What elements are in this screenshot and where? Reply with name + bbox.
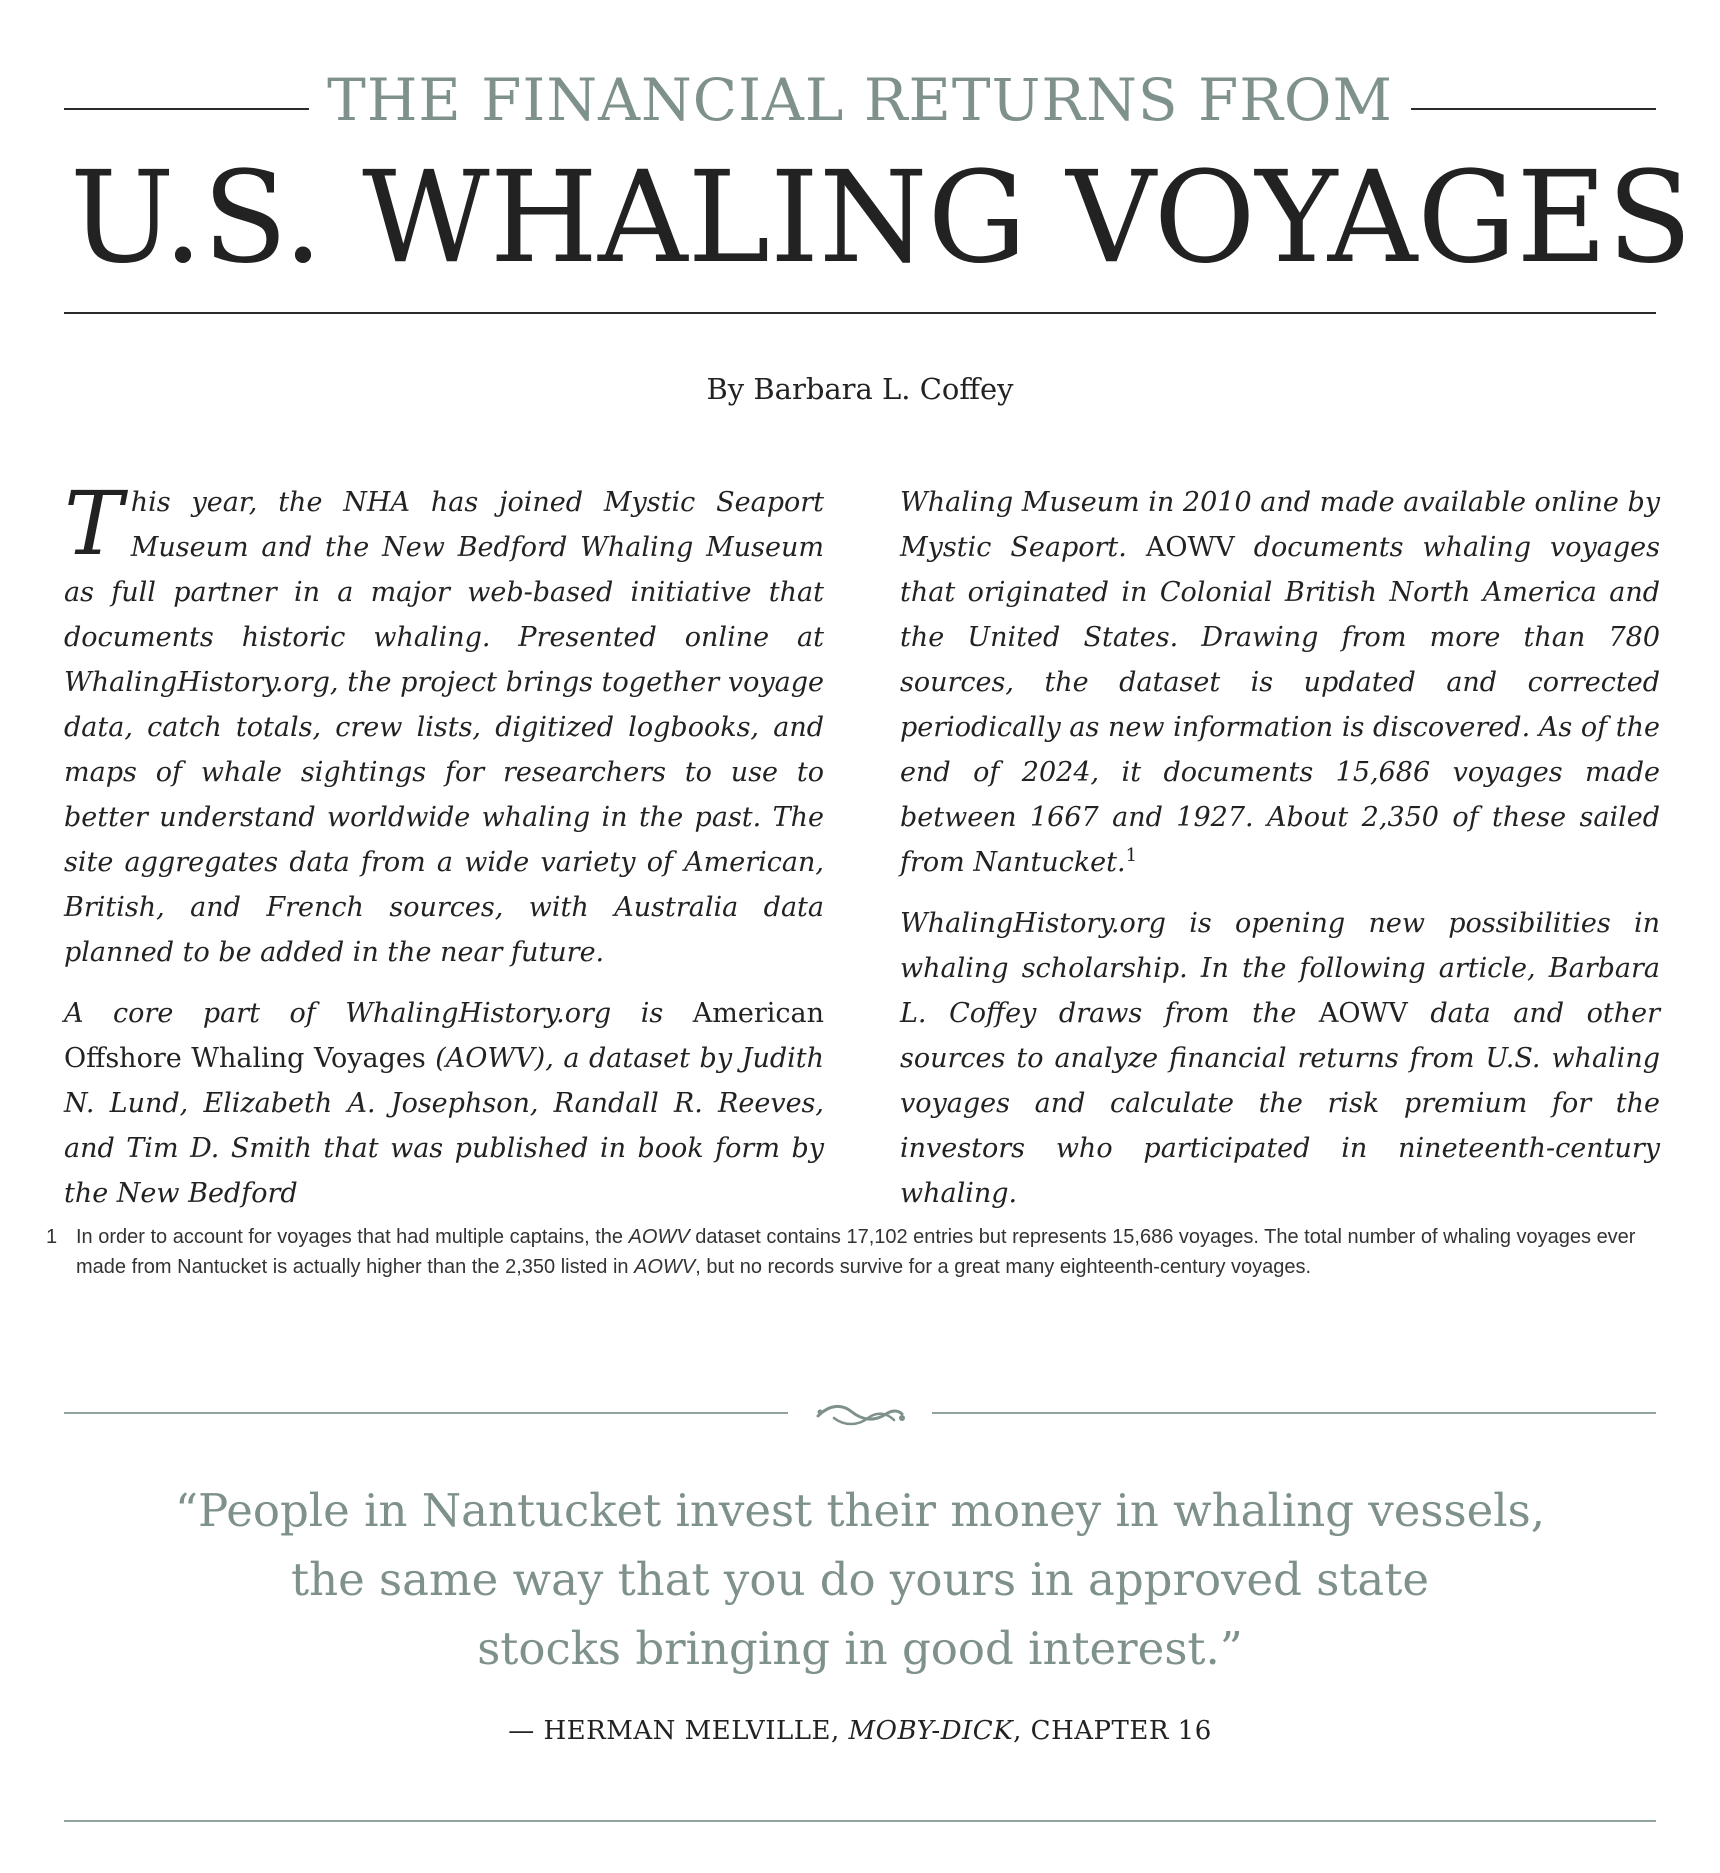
body-paragraph: [900, 480, 1660, 885]
paragraph-text: his year, the NHA has joined Mystic Seaport Museum and the New Bedford Whaling Museum as full partner in a major web-based initiative that documents historic whaling. Presented online at WhalingHistory.org, the project brings together voyage data, catch totals, crew lists, digitized logbooks, and maps of whale sightings for researchers to use to better understand worldwide whaling in the past. The site aggregates data from a wide variety of American, British, and French sources, with Australia data planned to be added in the near future.: [64, 487, 824, 968]
footnote-dataset-name: AOWV: [634, 1256, 696, 1278]
dataset-abbrev: AOWV: [1145, 532, 1235, 563]
attribution-author: — HERMAN MELVILLE,: [508, 1716, 849, 1746]
footnote-reference[interactable]: 1: [1125, 845, 1138, 866]
paragraph-text: A core part of WhalingHistory.org is: [64, 998, 693, 1029]
paragraph-text: documents whaling voyages that originated in Colonial British North America and the United States. Drawing from more than 780 sources, the dataset is updated and corrected periodically as new information is discovered. As of the end of 2024, it documents 15,686 voyages made between 1667 and 1927. About 2,350 of these sailed from Nantucket.: [900, 532, 1660, 878]
body-paragraph: [64, 991, 824, 1216]
attribution-chapter: , CHAPTER 16: [1013, 1716, 1212, 1746]
kicker-rule-left: [64, 108, 309, 110]
paragraph-text: WhalingHistory.org is opening new possibilities in whaling scholarship. In the following article, Barbara L. Coffey draws from the: [900, 908, 1660, 1029]
dataset-abbrev: AOWV: [1318, 998, 1408, 1029]
pull-quote-line: “People in Nantucket invest their money in whaling vessels,: [175, 1484, 1545, 1537]
quote-attribution: [0, 1716, 1720, 1746]
paragraph-text: data and other sources to analyze financial returns from U.S. whaling voyages and calculate the risk premium for the investors who participated in nineteenth-century whaling.: [900, 998, 1660, 1209]
kicker-row: [64, 58, 1656, 142]
drop-cap: T: [64, 472, 123, 575]
body-column-left: [64, 472, 824, 1232]
swash-ornament-icon: [812, 1398, 908, 1432]
pull-quote-line: the same way that you do yours in approved state: [291, 1553, 1429, 1606]
footnote-number: 1: [46, 1226, 58, 1248]
pull-quote: [0, 1476, 1720, 1683]
byline: By Barbara L. Coffey: [706, 372, 1014, 406]
body-paragraph: [900, 901, 1660, 1216]
footnote-segment: In order to account for voyages that had multiple captains, the: [76, 1226, 629, 1248]
bottom-rule: [64, 1820, 1656, 1822]
footnote-dataset-name: AOWV: [628, 1226, 690, 1248]
dataset-title: American Offshore Whaling Voyages: [64, 998, 824, 1074]
paragraph-text: (AOWV), a dataset by Judith N. Lund, Elizabeth A. Josephson, Randall R. Reeves, and Tim D. Smith that was published in book form by the New Bedford: [64, 1043, 824, 1209]
article-title: U.S. WHALING VOYAGES: [70, 144, 1693, 291]
footnote-text: [76, 1222, 1666, 1282]
article-kicker: THE FINANCIAL RETURNS FROM: [327, 66, 1393, 134]
pull-quote-line: stocks bringing in good interest.”: [477, 1622, 1243, 1675]
title-rule: [64, 312, 1656, 314]
divider-rule-left: [64, 1412, 788, 1414]
divider-rule-right: [932, 1412, 1656, 1414]
attribution-work: MOBY-DICK: [848, 1716, 1014, 1746]
footnote-segment: , but no records survive for a great many eighteenth-century voyages.: [695, 1256, 1312, 1278]
kicker-rule-right: [1411, 108, 1656, 110]
footnote-segment: dataset contains 17,102 entries but represents 15,686 voyages. The total number of whaling voyages ever made from Nantucket is actually higher than the 2,350 listed in: [76, 1226, 1636, 1278]
ornamental-divider: [64, 1398, 1656, 1438]
body-paragraph: [64, 472, 824, 975]
footnote: [46, 1222, 1666, 1282]
body-column-right: [900, 480, 1660, 1232]
paragraph-text: Whaling Museum in 2010 and made available online by Mystic Seaport.: [900, 487, 1660, 563]
